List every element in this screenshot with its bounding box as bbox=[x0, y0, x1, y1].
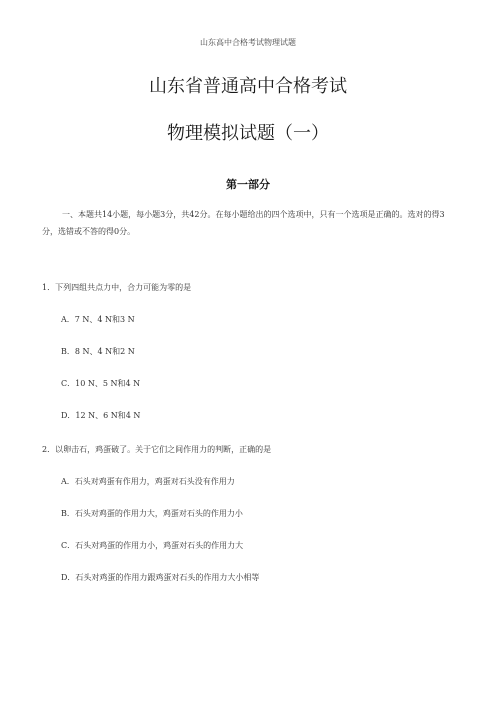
question-2-stem: 2．以卵击石，鸡蛋破了。关于它们之间作用力的判断，正确的是 bbox=[42, 445, 272, 454]
question-1-option-a: A．7 N、4 N和3 N bbox=[61, 315, 135, 324]
section-title: 第一部分 bbox=[226, 178, 270, 191]
question-2-option-b: B．石头对鸡蛋的作用力大，鸡蛋对石头的作用力小 bbox=[61, 509, 243, 518]
question-1-option-c: C．10 N、5 N和4 N bbox=[61, 379, 141, 388]
exam-subtitle: 物理模拟试题（一） bbox=[167, 123, 329, 144]
question-1-option-d: D．12 N、6 N和4 N bbox=[61, 411, 141, 420]
question-2-option-c: C．石头对鸡蛋的作用力小，鸡蛋对石头的作用力大 bbox=[61, 541, 244, 550]
running-header: 山东高中合格考试物理试题 bbox=[200, 38, 296, 47]
exam-title: 山东省普通高中合格考试 bbox=[149, 76, 347, 97]
section-instructions: 一、本题共14小题，每小题3分，共42分。在每小题给出的四个选项中，只有一个选项是正确的。选对的得3分，选错或不答的得0分。 bbox=[42, 210, 445, 236]
question-1-option-b: B．8 N、4 N和2 N bbox=[61, 347, 135, 356]
question-1-stem: 1．下列四组共点力中，合力可能为零的是 bbox=[42, 283, 192, 292]
question-2-option-a: A．石头对鸡蛋有作用力，鸡蛋对石头没有作用力 bbox=[61, 477, 235, 486]
question-2-option-d: D．石头对鸡蛋的作用力跟鸡蛋对石头的作用力大小相等 bbox=[61, 573, 260, 582]
